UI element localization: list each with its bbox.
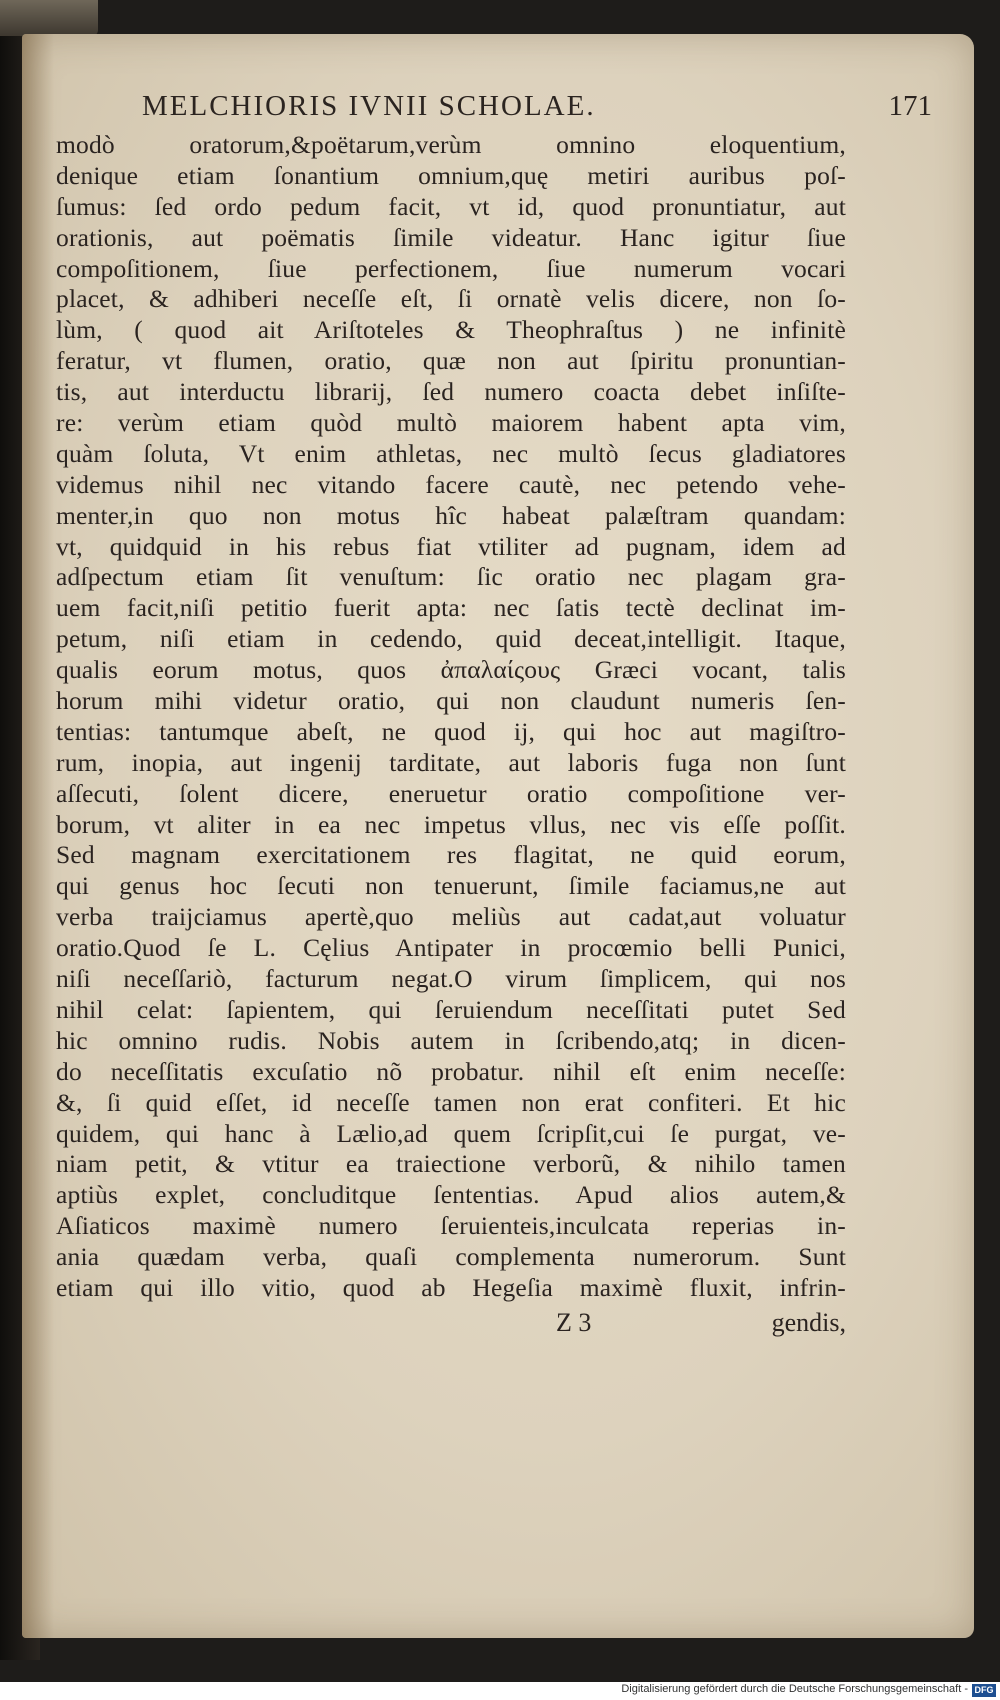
text-line: aptiùs explet, concluditque ſententias. Apud alios autem,& xyxy=(56,1180,846,1210)
page-number: 171 xyxy=(888,90,932,122)
book-page xyxy=(22,34,974,1638)
page-footer xyxy=(56,1308,846,1342)
text-line: Aſiaticos maximè numero ſeruienteis,inculcata reperias in- xyxy=(56,1211,846,1241)
text-line: lùm, ( quod ait Ariſtoteles & Theophraſtus ) ne infinitè xyxy=(56,315,846,345)
credit-bar xyxy=(0,1682,1000,1700)
text-line: denique etiam ſonantium omnium,quę metiri auribus poſ- xyxy=(56,160,846,190)
text-line: etiam qui illo vitio, quod ab Hegeſia maximè fluxit, infrin- xyxy=(56,1272,846,1302)
text-line: aſſecuti, ſolent dicere, eneruetur oratio compoſitione ver- xyxy=(56,778,846,808)
text-line: niam petit, & vtitur ea traiectione verborũ, & nihilo tamen xyxy=(56,1149,846,1179)
text-line: re: verùm etiam quòd multò maiorem habent apta vim, xyxy=(56,408,846,438)
text-line: videmus nihil nec vitando facere cautè, nec petendo vehe- xyxy=(56,469,846,499)
signature-mark: Z 3 xyxy=(556,1308,592,1337)
dfg-logo-icon: DFG xyxy=(972,1684,996,1697)
text-line: vt, quidquid in his rebus fiat vtiliter ad pugnam, idem ad xyxy=(56,531,846,561)
text-line: tentias: tantumque abeſt, ne quod ij, qui hoc aut magiſtro- xyxy=(56,716,846,746)
page-gutter-shadow xyxy=(22,34,54,1638)
text-line: modò oratorum,&poëtarum,verùm omnino eloquentium, xyxy=(56,130,846,159)
text-line: adſpectum etiam ſit venuſtum: ſic oratio nec plagam gra- xyxy=(56,562,846,592)
text-line: verba traijciamus apertè,quo meliùs aut cadat,aut voluatur xyxy=(56,902,846,932)
text-line: uem facit,niſi petitio fuerit apta: nec ſatis tectè declinat im- xyxy=(56,593,846,623)
text-line: rum, inopia, aut ingenij tarditate, aut laboris fuga non ſunt xyxy=(56,747,846,777)
text-line: ania quædam verba, quaſi complementa numerorum. Sunt xyxy=(56,1242,846,1272)
text-line: feratur, vt flumen, oratio, quæ non aut ſpiritu pronuntian- xyxy=(56,346,846,376)
funding-credit: Digitalisierung gefördert durch die Deutsche Forschungsgemeinschaft - xyxy=(621,1683,968,1695)
binding-clasp xyxy=(0,0,98,36)
text-line: qui genus hoc ſecuti non tenuerunt, ſimile faciamus,ne aut xyxy=(56,871,846,901)
text-line: petum, niſi etiam in cedendo, quid deceat,intelligit. Itaque, xyxy=(56,624,846,654)
text-line: hic omnino rudis. Nobis autem in ſcribendo,atq; in dicen- xyxy=(56,1025,846,1055)
text-line: qualis eorum motus, quos ἀπαλαίςους Græci vocant, talis xyxy=(56,655,846,685)
text-line: oratio.Quod ſe L. Cęlius Antipater in procœmio belli Punici, xyxy=(56,933,846,963)
text-line: compoſitionem, ſiue perfectionem, ſiue numerum vocari xyxy=(56,253,846,283)
text-line: do neceſſitatis excuſatio nõ probatur. nihil eſt enim neceſſe: xyxy=(56,1056,846,1086)
text-line: niſi neceſſariò, facturum negat.O virum ſimplicem, qui nos xyxy=(56,964,846,994)
text-line: borum, vt aliter in ea nec impetus vllus, nec vis eſſe poſſit. xyxy=(56,809,846,839)
text-line: ſumus: ſed ordo pedum facit, vt id, quod pronuntiatur, aut xyxy=(56,191,846,221)
text-line: nihil celat: ſapientem, qui ſeruiendum neceſſitati putet Sed xyxy=(56,994,846,1024)
text-line: placet, & adhiberi neceſſe eſt, ſi ornatè velis dicere, non ſo- xyxy=(56,284,846,314)
body-text xyxy=(56,130,846,1304)
text-line: quàm ſoluta, Vt enim athletas, nec multò ſecus gladiatores xyxy=(56,438,846,468)
text-line: Sed magnam exercitationem res flagitat, ne quid eorum, xyxy=(56,840,846,870)
text-line: tis, aut interductu librarij, ſed numero coacta debet inſiſte- xyxy=(56,377,846,407)
running-head-title: MELCHIORIS IVNII SCHOLAE. xyxy=(142,90,596,122)
text-line: menter,in quo non motus hîc habeat palæſtram quandam: xyxy=(56,500,846,530)
text-line: quidem, qui hanc à Lælio,ad quem ſcripſit,cui ſe purgat, ve- xyxy=(56,1118,846,1148)
text-line: &, ſi quid eſſet, id neceſſe tamen non erat confiteri. Et hic xyxy=(56,1087,846,1117)
catchword: gendis, xyxy=(771,1308,846,1337)
text-line: orationis, aut poëmatis ſimile videatur. Hanc igitur ſiue xyxy=(56,222,846,252)
text-line: horum mihi videtur oratio, qui non claudunt numeris ſen- xyxy=(56,686,846,716)
